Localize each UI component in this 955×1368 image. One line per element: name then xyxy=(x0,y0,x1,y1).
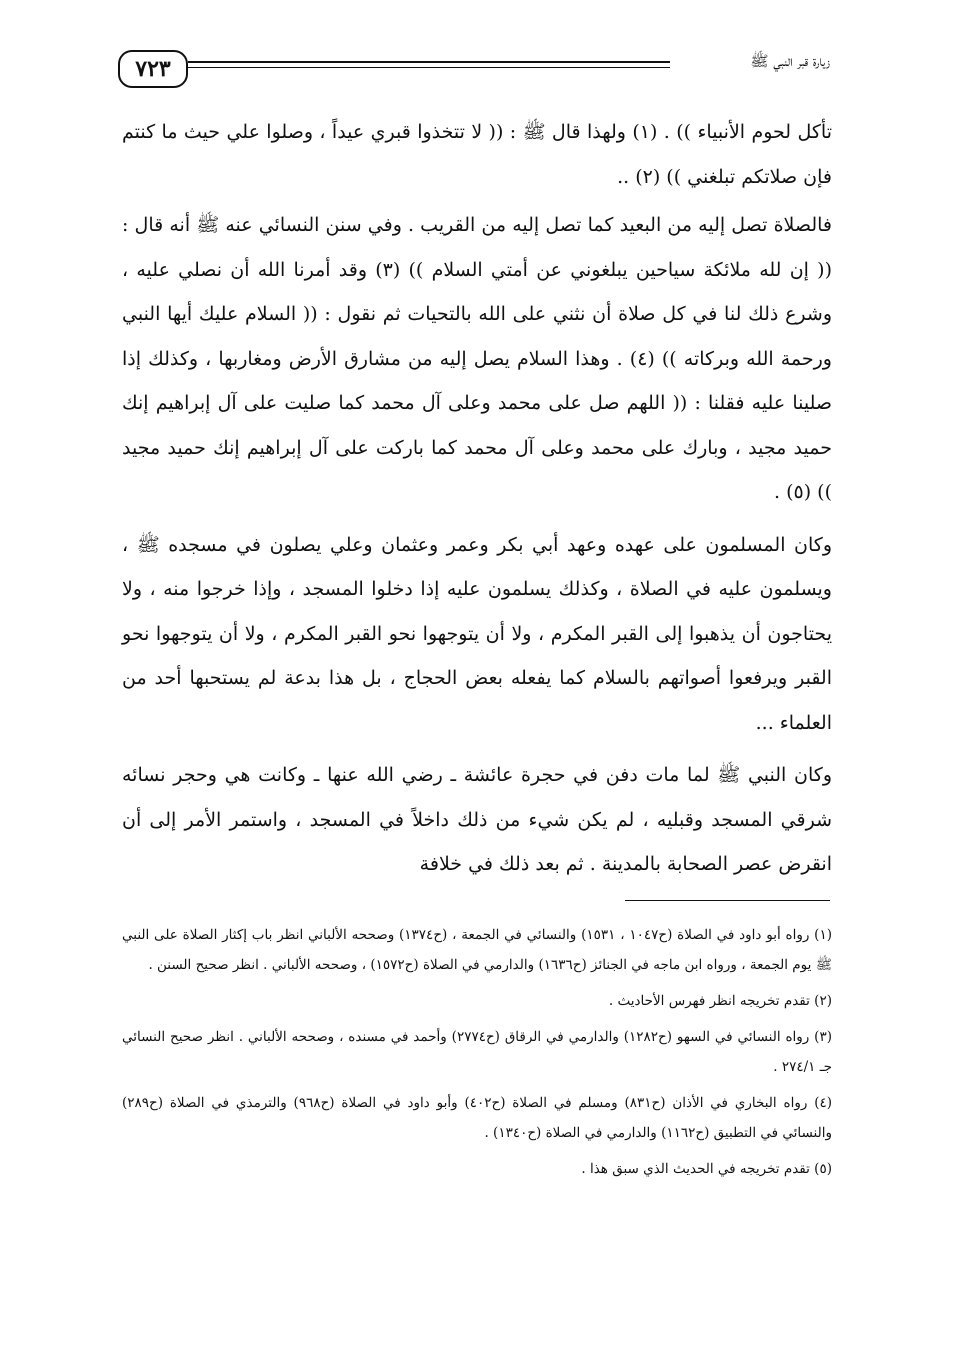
header-rule xyxy=(188,61,670,63)
footnote: (١) رواه أبو داود في الصلاة (ح١٠٤٧ ، ١٥٣١) والنسائي في الجمعة ، (ح١٣٧٤) وصححه الألباني انظر باب إكثار الصلاة على النبي ﷺ يوم الجمعة ، ورواه ابن ماجه في الجنائز (ح١٦٣٦) والدارمي في الصلاة (ح١٥٧٢) ، وصححه الألباني . انظر صحيح السنن . xyxy=(122,927,832,973)
main-text xyxy=(122,110,832,887)
footnote: (٢) تقدم تخريجه انظر فهرس الأحاديث . xyxy=(608,993,832,1009)
running-head: زيارة قبر النبي ﷺ xyxy=(750,52,830,70)
footnote: (٣) رواه النسائي في السهو (ح١٢٨٢) والدارمي في الرقاق (ح٢٧٧٤) وأحمد في مسنده ، وصححه الألباني . انظر صحيح النسائي جـ ٢٧٤/١ . xyxy=(122,1029,832,1075)
header-rule-thin xyxy=(188,67,670,68)
page-header xyxy=(118,48,830,90)
paragraph: وكان النبي ﷺ لما مات دفن في حجرة عائشة ـ رضي الله عنها ـ وكانت هي وحجر نسائه شرقي المسجد وقبليه ، لم يكن شيء من ذلك داخلاً في المسجد ، واستمر الأمر إلى أن انقرض عصر الصحابة بالمدينة . ثم بعد ذلك في خلافة xyxy=(122,764,832,875)
footnote: (٤) رواه البخاري في الأذان (ح٨٣١) ومسلم في الصلاة (ح٤٠٢) وأبو داود في الصلاة (ح٩٦٨) والترمذي في الصلاة (ح٢٨٩) والنسائي في التطبيق (ح١١٦٢) والدارمي في الصلاة (ح١٣٤٠) . xyxy=(122,1095,833,1141)
paragraph: وكان المسلمون على عهده وعهد أبي بكر وعمر وعثمان وعلي يصلون في مسجده ﷺ ، ويسلمون عليه في الصلاة ، وكذلك يسلمون عليه إذا دخلوا المسجد ، وإذا خرجوا منه ، ولا يحتاجون أن يذهبوا إلى القبر المكرم ، ولا أن يتوجهوا نحو القبر المكرم ، ولا أن يتوجهوا نحو القبر ويرفعوا أصواتهم بالسلام كما يفعله بعض الحجاج ، بل هذا بدعة لم يستحبها أحد من العلماء ... xyxy=(122,533,832,734)
footnote: (٥) تقدم تخريجه في الحديث الذي سبق هذا . xyxy=(581,1161,832,1177)
footnote-separator xyxy=(625,900,830,901)
page-number: ٧٢٣ xyxy=(118,50,188,88)
paragraph: تأكل لحوم الأنبياء )) . (١) ولهذا قال ﷺ : (( لا تتخذوا قبري عيداً ، وصلوا علي حيث ما كنتم فإن صلاتكم تبلغني )) (٢) .. xyxy=(122,121,832,188)
paragraph: فالصلاة تصل إليه من البعيد كما تصل إليه من القريب . وفي سنن النسائي عنه ﷺ أنه قال : (( إن لله ملائكة سياحين يبلغوني عن أمتي السلام )) (٣) وقد أمرنا الله أن نصلي عليه ، وشرع ذلك لنا في كل صلاة أن نثني على الله بالتحيات ثم نقول : (( السلام عليك أيها النبي ورحمة الله وبركاته )) (٤) . وهذا السلام يصل إليه من مشارق الأرض ومغاربها ، وكذلك إذا صلينا عليه فقلنا : (( اللهم صل على محمد وعلى آل محمد كما صليت على آل إبراهيم إنك حميد مجيد ، وبارك على محمد وعلى آل محمد كما باركت على آل إبراهيم إنك حميد مجيد )) (٥) . xyxy=(122,214,832,503)
footnotes xyxy=(122,920,832,1190)
